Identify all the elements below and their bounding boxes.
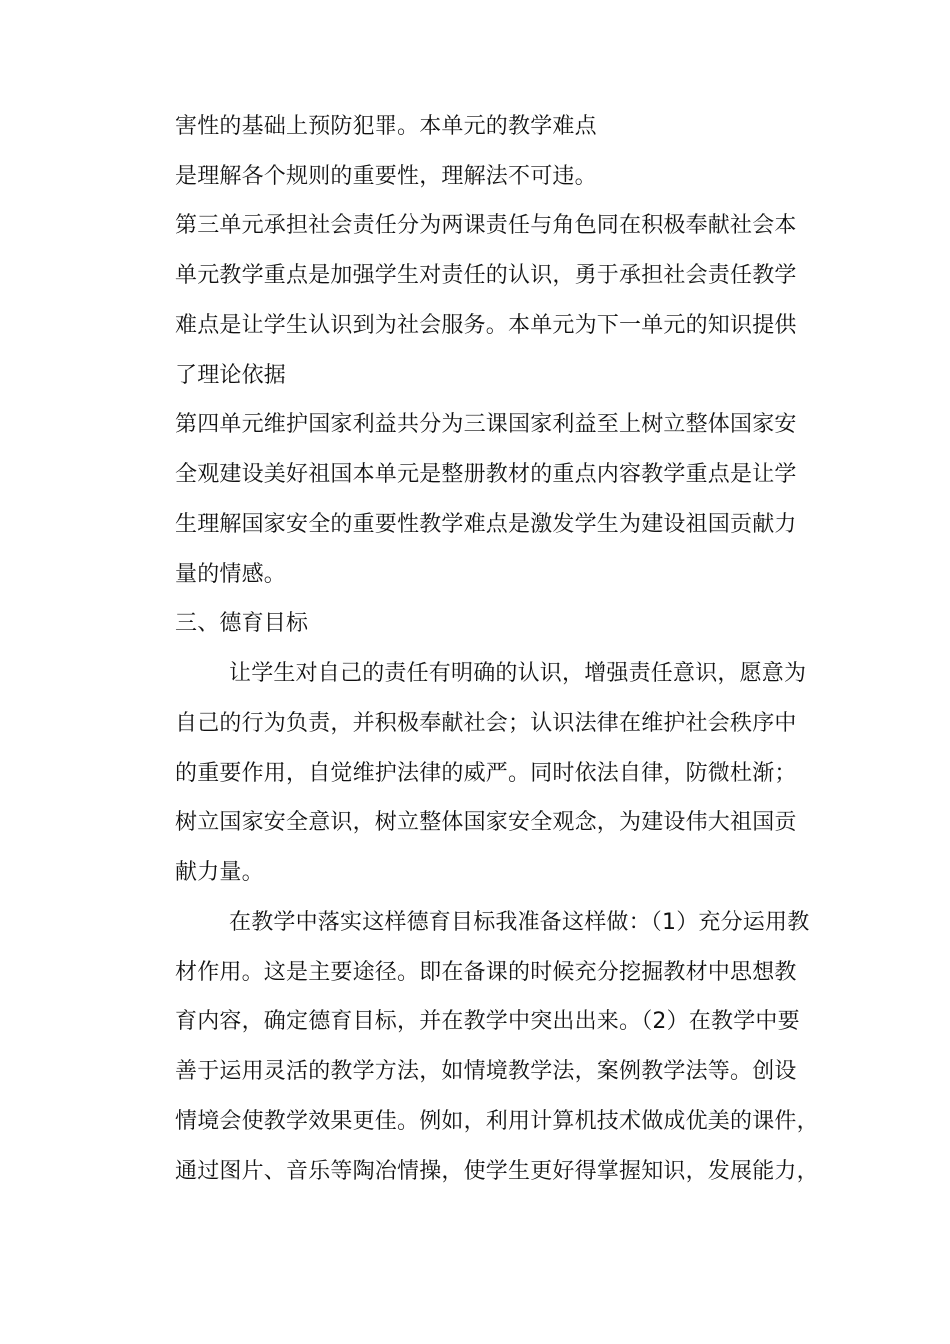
text-line: 让学生对自己的责任有明确的认识，增强责任意识，愿意为 (229, 661, 807, 686)
section-heading: 三、德育目标 (175, 611, 309, 636)
text-line: 情境会使教学效果更佳。例如，利用计算机技术做成优美的课件， (175, 1109, 819, 1134)
text-line: 第三单元承担社会责任分为两课责任与角色同在积极奉献社会本 (175, 213, 797, 238)
text-line: 献力量。 (175, 860, 264, 885)
text-line: 的重要作用，自觉维护法律的威严。同时依法自律，防微杜渐； (175, 761, 797, 786)
text-line: 材作用。这是主要途径。即在备课的时候充分挖掘教材中思想教 (175, 960, 797, 985)
text-line: 第四单元维护国家利益共分为三课国家利益至上树立整体国家安 (175, 412, 797, 437)
text-line: 全观建设美好祖国本单元是整册教材的重点内容教学重点是让学 (175, 462, 797, 487)
text-line: 自己的行为负责，并积极奉献社会；认识法律在维护社会秩序中 (175, 711, 797, 736)
text-line: 树立国家安全意识，树立整体国家安全观念，为建设伟大祖国贡 (175, 810, 797, 835)
text-line: 通过图片、音乐等陶冶情操，使学生更好得掌握知识，发展能力， (175, 1159, 819, 1184)
text-line: 善于运用灵活的教学方法，如情境教学法，案例教学法等。创设 (175, 1059, 797, 1084)
text-line: 量的情感。 (175, 562, 287, 587)
text-line: 生理解国家安全的重要性教学难点是激发学生为建设祖国贡献力 (175, 512, 797, 537)
text-line: 单元教学重点是加强学生对责任的认识，勇于承担社会责任教学 (175, 263, 797, 288)
text-line: 育内容，确定德育目标，并在教学中突出出来。（2）在教学中要 (175, 1009, 800, 1034)
text-line: 害性的基础上预防犯罪。本单元的教学难点 (175, 114, 597, 139)
text-line: 难点是让学生认识到为社会服务。本单元为下一单元的知识提供 (175, 313, 797, 338)
text-line: 是理解各个规则的重要性，理解法不可违。 (175, 164, 597, 189)
text-line: 了理论依据 (175, 363, 287, 388)
text-line: 在教学中落实这样德育目标我准备这样做：（1）充分运用教 (229, 910, 810, 935)
